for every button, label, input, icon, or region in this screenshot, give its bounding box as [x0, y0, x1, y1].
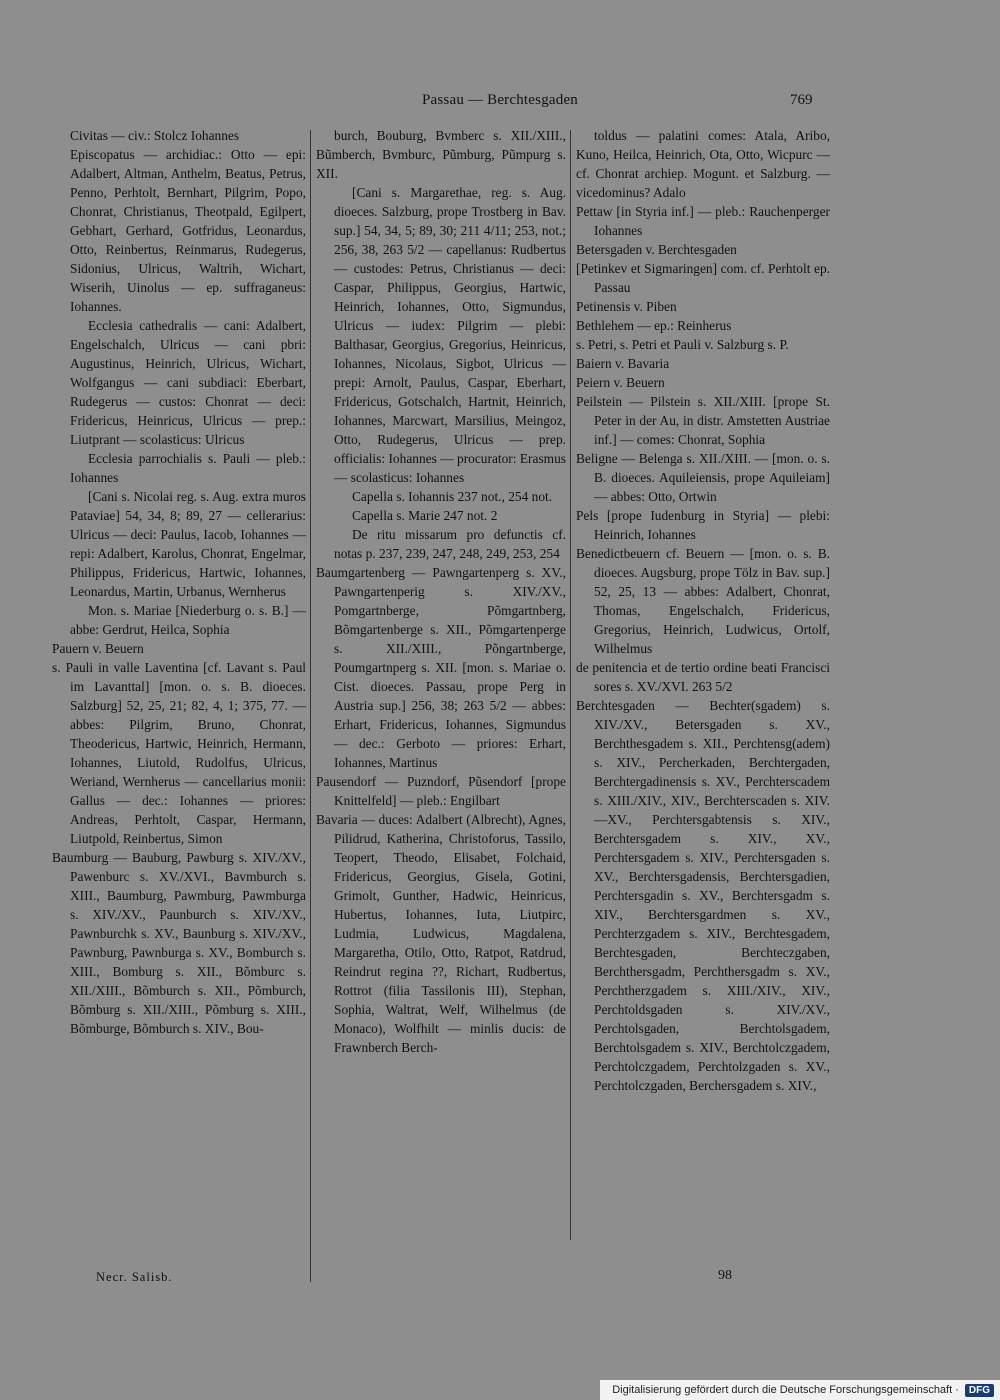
index-entry: Mon. s. Mariae [Niederburg o. s. B.] — abbe: Gerdrut, Heilca, Sophia [70, 603, 306, 637]
index-entry: Pettaw [in Styria inf.] — pleb.: Rauchenperger Iohannes [576, 204, 830, 238]
text-column-1 [52, 126, 306, 1038]
index-entry: s. Petri, s. Petri et Pauli v. Salzburg s. P. [576, 337, 789, 352]
digitization-credit-bar [600, 1380, 1000, 1400]
index-entry: Pauern v. Beuern [52, 641, 144, 656]
index-entry: toldus — palatini comes: Atala, Aribo, Kuno, Heilca, Heinrich, Ota, Otto, Wicpurc — cf. Chonrat archiep. Mogunt. et Salzburg. — vicedominus? Adalo [576, 128, 830, 200]
index-entry: Beligne — Belenga s. XII./XIII. — [mon. o. s. B. dioeces. Aquileiensis, prope Aquileiam] — abbes: Otto, Ortwin [576, 451, 830, 504]
column-divider-1 [310, 130, 311, 1282]
text-column-3 [576, 126, 830, 1095]
running-title: Passau — Berchtesgaden [421, 92, 579, 108]
index-entry: Baumburg — Bauburg, Pawburg s. XIV./XV., Pawenburc s. XV./XVI., Bavmburch s. XIII., Baumburg, Pawmburg, Pawmburga s. XIV./XV., Paunburch s. XIV./XV., Pawnburchk s. XV., Baunburg s. XIV./XV., Pawnburg, Pawnburga s. XV., Bomburch s. XIII., Bomburg s. XII., Bõmburc s. XII./XIII., Bõmburch s. XII., Põmburch, Bõmburg s. XII./XIII., Põmburg s. XIII., Bõmburge, Bõmburch s. XIV., Bou- [52, 850, 306, 1036]
index-entry: Ecclesia parrochialis s. Pauli — pleb.: Iohannes [70, 451, 306, 485]
index-entry: Civitas — civ.: Stolcz Iohannes [70, 128, 240, 143]
index-entry: Betersgaden v. Berchtesgaden [576, 242, 737, 257]
index-entry: Petinensis v. Piben [576, 299, 677, 314]
index-entry: [Petinkev et Sigmaringen] com. cf. Perhtolt ep. Passau [576, 261, 830, 295]
index-entry: Benedictbeuern cf. Beuern — [mon. o. s. B. dioeces. Augsburg, prope Tölz in Bav. sup.] 52, 25, 13 — abbes: Adalbert, Chonrat, Thomas, Engelschalch, Fridericus, Gregorius, Heinrich, Ludwicus, Ortolf, Wilhelmus [576, 546, 830, 656]
index-entry: De ritu missarum pro defunctis cf. notas p. 237, 239, 247, 248, 249, 253, 254 [334, 527, 566, 561]
page-number: 769 [790, 92, 813, 108]
index-entry: Capella s. Marie 247 not. 2 [352, 508, 498, 523]
index-entry: Ecclesia cathedralis — cani: Adalbert, Engelschalch, Ulricus — cani pbri: Augustinus, Heinrich, Ulricus, Wichart, Wolfgangus — cani subdiaci: Eberbart, Rudegerus — custos: Chonrat — deci: Fridericus, Heinricus, Ulricus — prep.: Liutprant — scolasticus: Ulricus [70, 318, 306, 447]
index-entry: Bethlehem — ep.: Reinherus [576, 318, 732, 333]
index-entry: Pels [prope Iudenburg in Styria] — plebi: Heinrich, Iohannes [576, 508, 830, 542]
credit-text: Digitalisierung gefördert durch die Deutsche Forschungsgemeinschaft · [612, 1384, 959, 1396]
index-entry: [Cani s. Margarethae, reg. s. Aug. dioeces. Salzburg, prope Trostberg in Bav. sup.] 54, 34, 5; 89, 30; 211 4/11; 253, not.; 256, 38, 263 5/2 — capellanus: Rudbertus — custodes: Petrus, Christianus — deci: Caspar, Philippus, Georgius, Hartwic, Heinrich, Iohannes, Otto, Sigmundus, Ulricus — iudex: Pilgrim — plebi: Balthasar, Georgius, Gregorius, Heinricus, Iohannes, Nicolaus, Sigbot, Ulricus — prepi: Arnolt, Paulus, Caspar, Eberhart, Fridericus, Gotschalch, Hartnit, Heinrich, Iohannes, Marcwart, Marsilius, Meingoz, Otto, Rudegerus, Ulricus — prep. officialis: Iohannes — procurator: Erasmus — scolasticus: Iohannes [334, 185, 566, 485]
index-entry: s. Pauli in valle Laventina [cf. Lavant s. Paul im Lavanttal] [mon. o. s. B. dioeces. Salzburg] 52, 25, 21; 82, 4, 1; 375, 77. — abbes: Pilgrim, Bruno, Chonrat, Theodericus, Hartwic, Heinrich, Hermann, Iohannes, Liutold, Rudolfus, Ulricus, Weriand, Wernherus — cancellarius monii: Gallus — dec.: Iohannes — priores: Andreas, Perhtolt, Caspar, Hermann, Liutpold, Reinbertus, Simon [52, 660, 306, 846]
index-entry: burch, Bouburg, Bvmberc s. XII./XIII., Bũmberch, Bvmburc, Pũmburg, Pũmpurg s. XII. [316, 128, 566, 181]
index-entry: de penitencia et de tertio ordine beati Francisci sores s. XV./XVI. 263 5/2 [576, 660, 830, 694]
printer-signature: Necr. Salisb. [96, 1270, 173, 1284]
text-column-2 [316, 126, 566, 1057]
index-entry: Baumgartenberg — Pawngartenperg s. XV., Pawngartenperig s. XIV./XV., Pomgartnberge, Põmgartnberg, Bõmgartenberge s. XII., Põmgartenperge s. XII./XIII., Põngartnberge, Poumgartnperg s. XII. [mon. s. Mariae o. Cist. dioeces. Passau, prope Perg in Austria sup.] 256, 38; 263 5/2 — abbes: Erhart, Fridericus, Iohannes, Sigmundus — dec.: Gerboto — priores: Erhart, Iohannes, Martinus [316, 565, 566, 770]
index-entry: [Cani s. Nicolai reg. s. Aug. extra muros Pataviae] 54, 34, 8; 89, 27 — cellerarius: Ulricus — deci: Paulus, Iacob, Iohannes — repi: Adalbert, Karolus, Chonrat, Engelmar, Philippus, Fridericus, Hartwic, Iohannes, Leonardus, Martin, Urbanus, Wernherus [70, 489, 306, 599]
index-entry: Berchtesgaden — Bechter(sgadem) s. XIV./XV., Betersgaden s. XV., Berchthesgadem s. XII., Perchtensg(adem) s. XIV., Percherkaden, Berchtergaden, Berchtergadinensis s. XV., Perchterscadem s. XIII./XIV., XIV., Berchterscaden s. XIV.—XV., Perchtersgabtensis s. XIV., Berchtersgadem s. XIV., XV., Perchtersgadem s. XIV., Perchtersgaden s. XV., Berchtersgadensis, Berchtersgadien, Perchtersgadin s. XV., Berchtersgadm s. XIV., Berchtersgardmen s. XV., Perchterzgadem s. XIV., Berchtesgadem, Berchtesgaden, Berchteczgaben, Berchthersgadm, Perchthersgadm s. XV., Perchtherzgadem s. XIII./XIV., XIV., Perchtoldsgaden s. XIV./XV., Perchtolsgaden, Berchtolsgadem, Berchtolsgadem s. XIV., Berchtolczgadem, Perchtolczgadem, Perchtolzgaden s. XV., Perchtolczgaden, Berchersgadem s. XIV., [576, 698, 830, 1093]
index-entry: Bavaria — duces: Adalbert (Albrecht), Agnes, Pilidrud, Katherina, Christoforus, Tassilo, Teopert, Theodo, Elisabet, Folchaid, Fridericus, Georgius, Gisela, Gotini, Grimolt, Gunther, Hadwic, Heinricus, Hubertus, Iohannes, Iuta, Liutpirc, Ludmia, Ludwicus, Magdalena, Margaretha, Otilo, Otto, Ratpot, Ratdrud, Reindrut regina ??, Richart, Rudbertus, Rottrot (filia Tassilonis III), Stephan, Sophia, Waltrat, Welf, Wilhelmus (de Monaco), Wolfhilt — minlis ducis: de Frawnberch Berch- [316, 812, 566, 1055]
index-entry: Episcopatus — archidiac.: Otto — epi: Adalbert, Altman, Anthelm, Beatus, Petrus, Penno, Perhtolt, Bernhart, Pilgrim, Popo, Chonrat, Christianus, Theotpald, Egilpert, Gebhart, Gerhard, Gotfridus, Leonardus, Otto, Reinbertus, Reinmarus, Rudegerus, Sidonius, Ulricus, Waltrih, Wichart, Wiserih, Uinolus — ep. suffraganeus: Iohannes. [70, 147, 306, 314]
dfg-logo: DFG [965, 1384, 994, 1397]
index-entry: Pausendorf — Puzndorf, Pũsendorf [prope Knittelfeld] — pleb.: Engilbart [316, 774, 566, 808]
index-entry: Peilstein — Pilstein s. XII./XIII. [prope St. Peter in der Au, in distr. Amstetten Austriae inf.] — comes: Chonrat, Sophia [576, 394, 830, 447]
index-entry: Peiern v. Beuern [576, 375, 665, 390]
sheet-number: 98 [718, 1268, 732, 1283]
index-entry: Capella s. Iohannis 237 not., 254 not. [352, 489, 553, 504]
column-divider-2 [570, 130, 571, 1240]
index-entry: Baiern v. Bavaria [576, 356, 670, 371]
